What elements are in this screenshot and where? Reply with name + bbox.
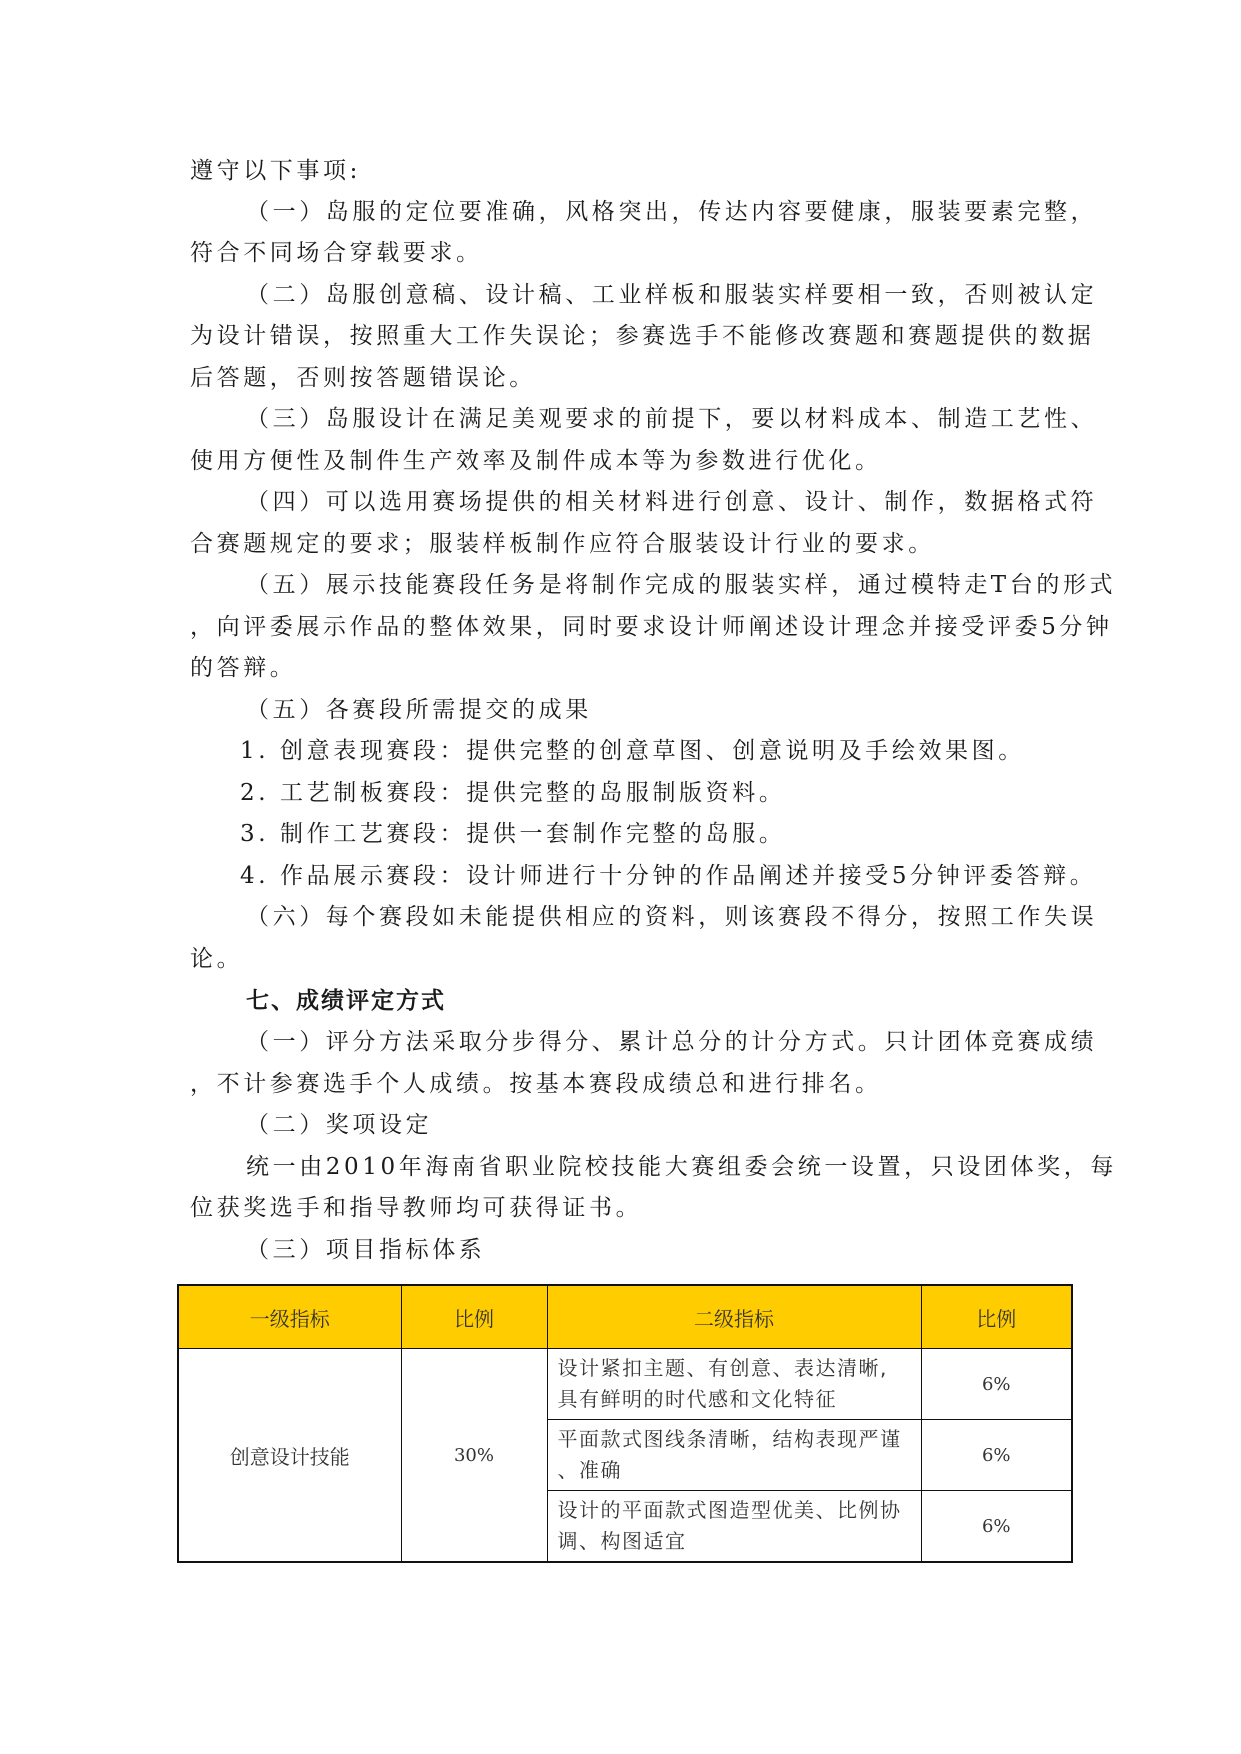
paragraph-line: （五）展示技能赛段任务是将制作完成的服装实样，通过模特走T台的形式: [246, 572, 1117, 598]
section-heading: 七、成绩评定方式: [246, 987, 446, 1014]
paragraph-line: （四）可以选用赛场提供的相关材料进行创意、设计、制作，数据格式符: [246, 489, 1098, 515]
paragraph-line: 后答题，否则按答题错误论。: [190, 365, 536, 391]
first-level-index-cell: 创意设计技能: [178, 1349, 401, 1563]
paragraph-line: （六）每个赛段如未能提供相应的资料，则该赛段不得分，按照工作失误: [246, 904, 1098, 930]
section-subheading: （五）各赛段所需提交的成果: [246, 697, 592, 723]
header-ratio: 比例: [921, 1285, 1072, 1349]
section-subheading: （二）奖项设定: [246, 1112, 433, 1138]
list-item: 2. 工艺制板赛段：提供完整的岛服制版资料。: [240, 780, 786, 806]
paragraph-line: ，向评委展示作品的整体效果，同时要求设计师阐述设计理念并接受评委5分钟: [190, 614, 1113, 640]
cell-line: 、准确: [557, 1458, 622, 1482]
paragraph-line: 论。: [190, 946, 244, 972]
paragraph-line: 的答辩。: [190, 655, 297, 681]
second-level-ratio-cell: 6%: [921, 1491, 1072, 1563]
paragraph-line: （三）岛服设计在满足美观要求的前提下，要以材料成本、制造工艺性、: [246, 406, 1098, 432]
table-row: [178, 1349, 1072, 1420]
header-second-level-index: 二级指标: [547, 1285, 921, 1349]
second-level-ratio-cell: 6%: [921, 1420, 1072, 1491]
cell-line: 调、构图适宜: [557, 1529, 687, 1553]
first-level-ratio-cell: 30%: [401, 1349, 547, 1563]
second-level-index-cell: [547, 1491, 921, 1563]
index-system-table: [177, 1284, 1073, 1563]
paragraph-line: （二）岛服创意稿、设计稿、工业样板和服装实样要相一致，否则被认定: [246, 282, 1098, 308]
paragraph-line: 为设计错误，按照重大工作失误论；参赛选手不能修改赛题和赛题提供的数据: [190, 323, 1095, 349]
header-ratio: 比例: [401, 1285, 547, 1349]
list-item: 1. 创意表现赛段：提供完整的创意草图、创意说明及手绘效果图。: [240, 738, 1025, 764]
cell-line: 具有鲜明的时代感和文化特征: [557, 1387, 837, 1411]
paragraph-line: ，不计参赛选手个人成绩。按基本赛段成绩总和进行排名。: [190, 1071, 882, 1097]
second-level-index-cell: [547, 1349, 921, 1420]
list-item: 4. 作品展示赛段：设计师进行十分钟的作品阐述并接受5分钟评委答辩。: [240, 863, 1097, 889]
second-level-index-cell: [547, 1420, 921, 1491]
paragraph-line: 使用方便性及制件生产效率及制件成本等为参数进行优化。: [190, 448, 882, 474]
paragraph-line: （一）评分方法采取分步得分、累计总分的计分方式。只计团体竞赛成绩: [246, 1029, 1098, 1055]
paragraph-line: 遵守以下事项:: [190, 158, 361, 184]
paragraph-line: 符合不同场合穿载要求。: [190, 240, 483, 266]
second-level-ratio-cell: 6%: [921, 1349, 1072, 1420]
cell-line: 平面款式图线条清晰，结构表现严谨: [557, 1427, 902, 1451]
paragraph-line: 合赛题规定的要求；服装样板制作应符合服装设计行业的要求。: [190, 531, 935, 557]
list-item: 3. 制作工艺赛段：提供一套制作完整的岛服。: [240, 821, 786, 847]
paragraph-line: （一）岛服的定位要准确，风格突出，传达内容要健康，服装要素完整，: [246, 199, 1098, 225]
paragraph-line: 位获奖选手和指导教师均可获得证书。: [190, 1195, 643, 1221]
section-subheading: （三）项目指标体系: [246, 1237, 486, 1263]
header-first-level-index: 一级指标: [178, 1285, 401, 1349]
paragraph-line: 统一由2010年海南省职业院校技能大赛组委会统一设置，只设团体奖，每: [246, 1154, 1117, 1180]
cell-line: 设计紧扣主题、有创意、表达清晰,: [557, 1356, 888, 1380]
table-header-row: [178, 1285, 1072, 1349]
cell-line: 设计的平面款式图造型优美、比例协: [557, 1498, 902, 1522]
